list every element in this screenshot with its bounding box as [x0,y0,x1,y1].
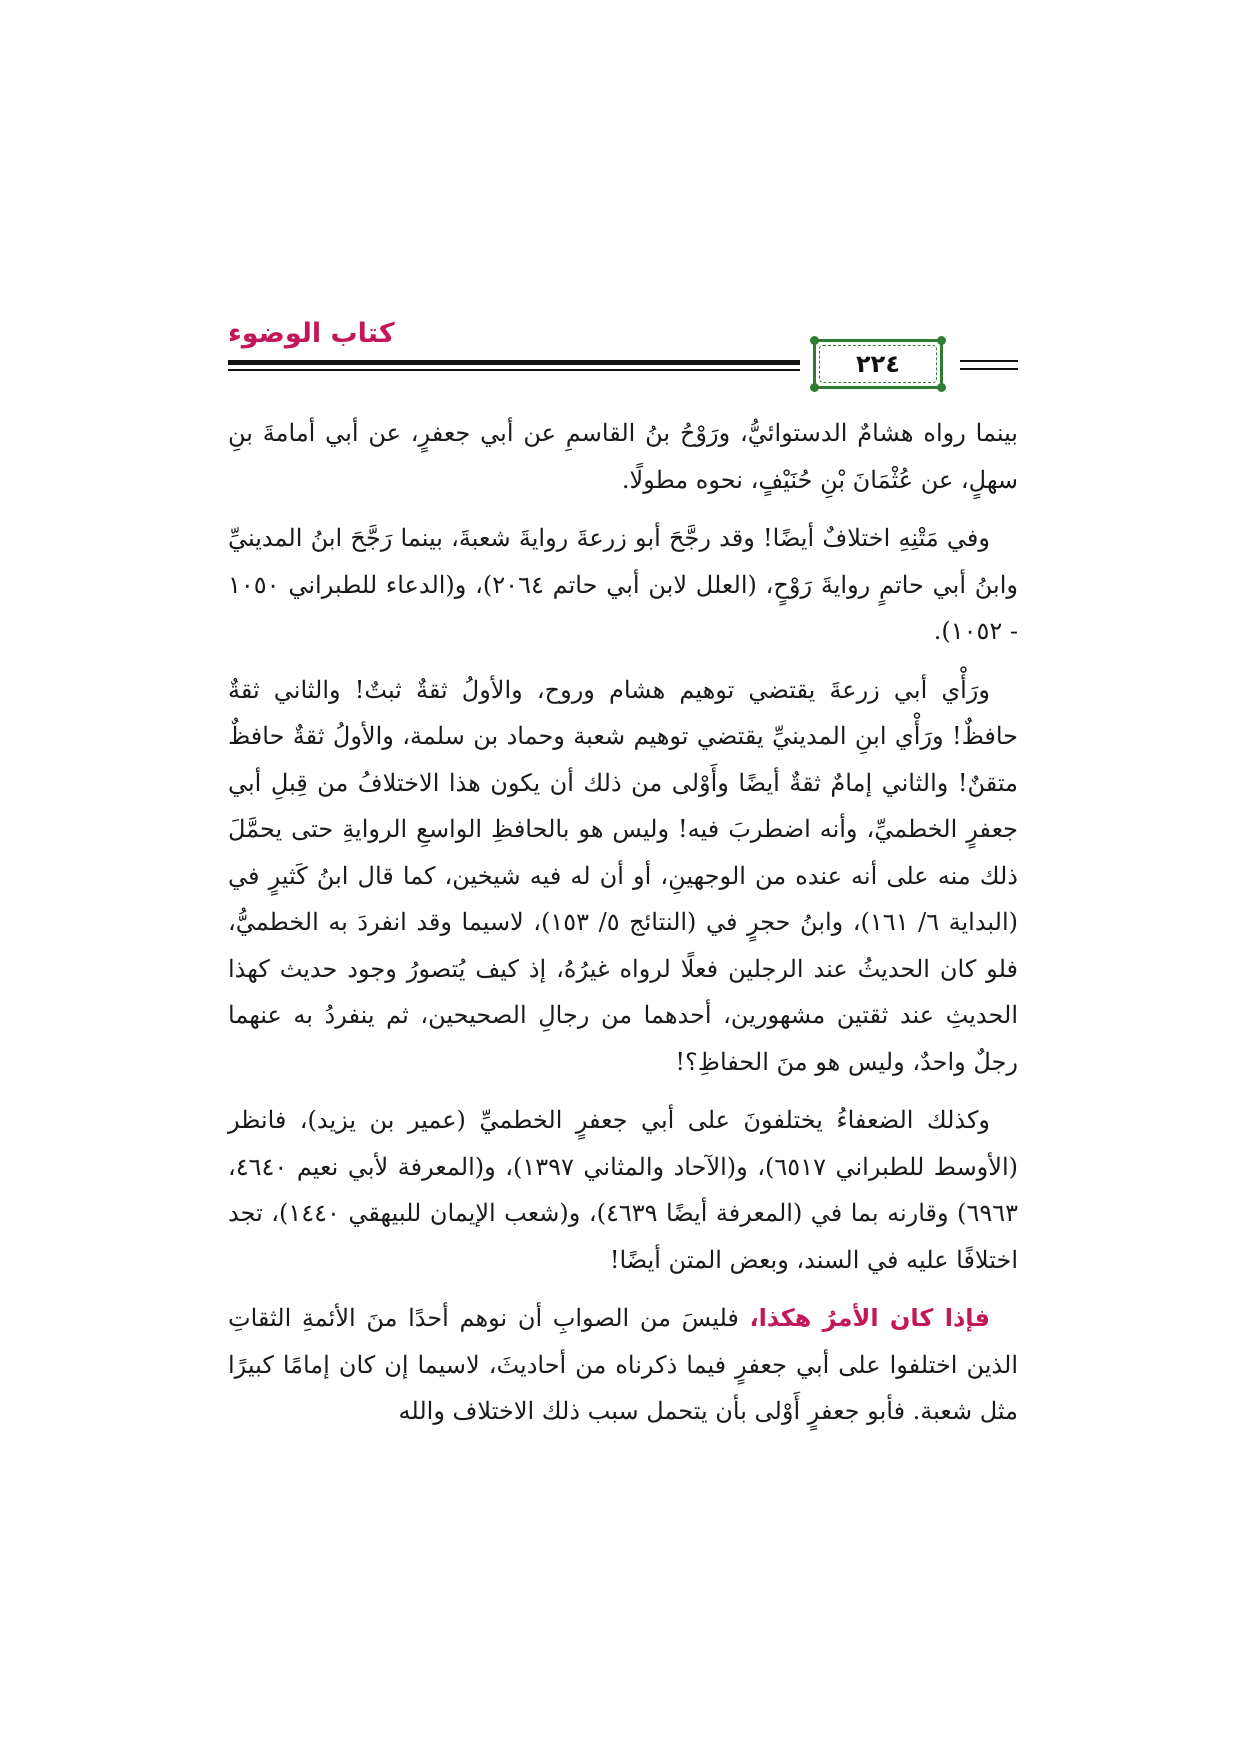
page-header [228,312,1018,392]
paragraph-text: فليسَ من الصوابِ أن نوهم أحدًا منَ الأئمةِ الثقاتِ الذين اختلفوا على أبي جعفرٍ فيما ذكرناه من أحاديثَ، لاسيما إن كان إمامًا كبيرًا مثل شعبة. فأبو جعفرٍ أَوْلى بأن يتحمل سبب ذلك الاختلاف والله [228,1304,1019,1425]
page-number-frame [813,339,943,389]
header-rule-right-bottom [960,368,1018,370]
ornament-icon [937,336,946,345]
paragraph: وكذلك الضعفاءُ يختلفونَ على أبي جعفرٍ الخطميِّ (عمير بن يزيد)، فانظر (الأوسط للطبراني ٦٥١٧)، و(الآحاد والمثاني ١٣٩٧)، و(المعرفة لأبي نعيم ٤٦٤٠، ٦٩٦٣) وقارنه بما في (المعرفة أيضًا ٤٦٣٩)، و(شعب الإيمان للبيهقي ١٤٤٠)، تجد اختلافًا عليه في السند، وبعض المتن أيضًا! [228,1106,1018,1274]
ornament-icon [937,383,946,392]
paragraph [228,1295,1018,1435]
ornament-icon [810,383,819,392]
highlighted-phrase: فإذا كان الأمرُ هكذا، [749,1304,990,1332]
page-number: ٢٢٤ [856,350,900,378]
header-rule-thick [228,360,800,365]
paragraph: وفي مَتْنِهِ اختلافٌ أيضًا! وقد رجَّحَ أبو زرعةَ روايةَ شعبةَ، بينما رَجَّحَ ابنُ المدينيِّ وابنُ أبي حاتمٍ روايةَ رَوْحٍ، (العلل لابن أبي حاتم ٢٠٦٤)، و(الدعاء للطبراني ١٠٥٠ - ١٠٥٢). [228,524,1018,645]
paragraph: بينما رواه هشامٌ الدستوائيُّ، ورَوْحُ بنُ القاسمِ عن أبي جعفرٍ، عن أبي أمامةَ بنِ سهلٍ، عن عُثْمَانَ بْنِ حُنَيْفٍ، نحوه مطولًا. [228,419,1018,494]
ornament-icon [810,336,819,345]
body-text [228,410,1018,1447]
book-title: كتاب الوضوء [228,318,395,349]
header-rule-right-top [960,360,1018,362]
header-rule-thin [228,369,800,371]
paragraph: ورَأْي أبي زرعةَ يقتضي توهيم هشام وروح، والأولُ ثقةٌ ثبتٌ! والثاني ثقةٌ حافظٌ! ورَأْي ابنِ المدينيِّ يقتضي توهيم شعبة وحماد بن سلمة، والأولُ ثقةٌ حافظٌ متقنٌ! والثاني إمامٌ ثقةٌ أيضًا وأَوْلى من ذلك أن يكون هذا الاختلافُ من قِبلِ أبي جعفرٍ الخطميِّ، وأنه اضطربَ فيه! وليس هو بالحافظِ الواسعِ الروايةِ حتى يحمَّلَ ذلك منه على أنه عنده من الوجهينِ، أو أن له فيه شيخين، كما قال ابنُ كَثيرٍ في (البداية ٦/ ١٦١)، وابنُ حجرٍ في (النتائج ٥/ ١٥٣)، لاسيما وقد انفردَ به الخطميُّ، فلو كان الحديثُ عند الرجلين فعلًا لرواه غيرُهُ، إذ كيف يُتصورُ وجود حديث كهذا الحديثِ عند ثقتين مشهورين، أحدهما من رجالِ الصحيحين، ثم ينفردُ به عنهما رجلٌ واحدٌ، وليس هو منَ الحفاظِ؟! [228,675,1019,1076]
